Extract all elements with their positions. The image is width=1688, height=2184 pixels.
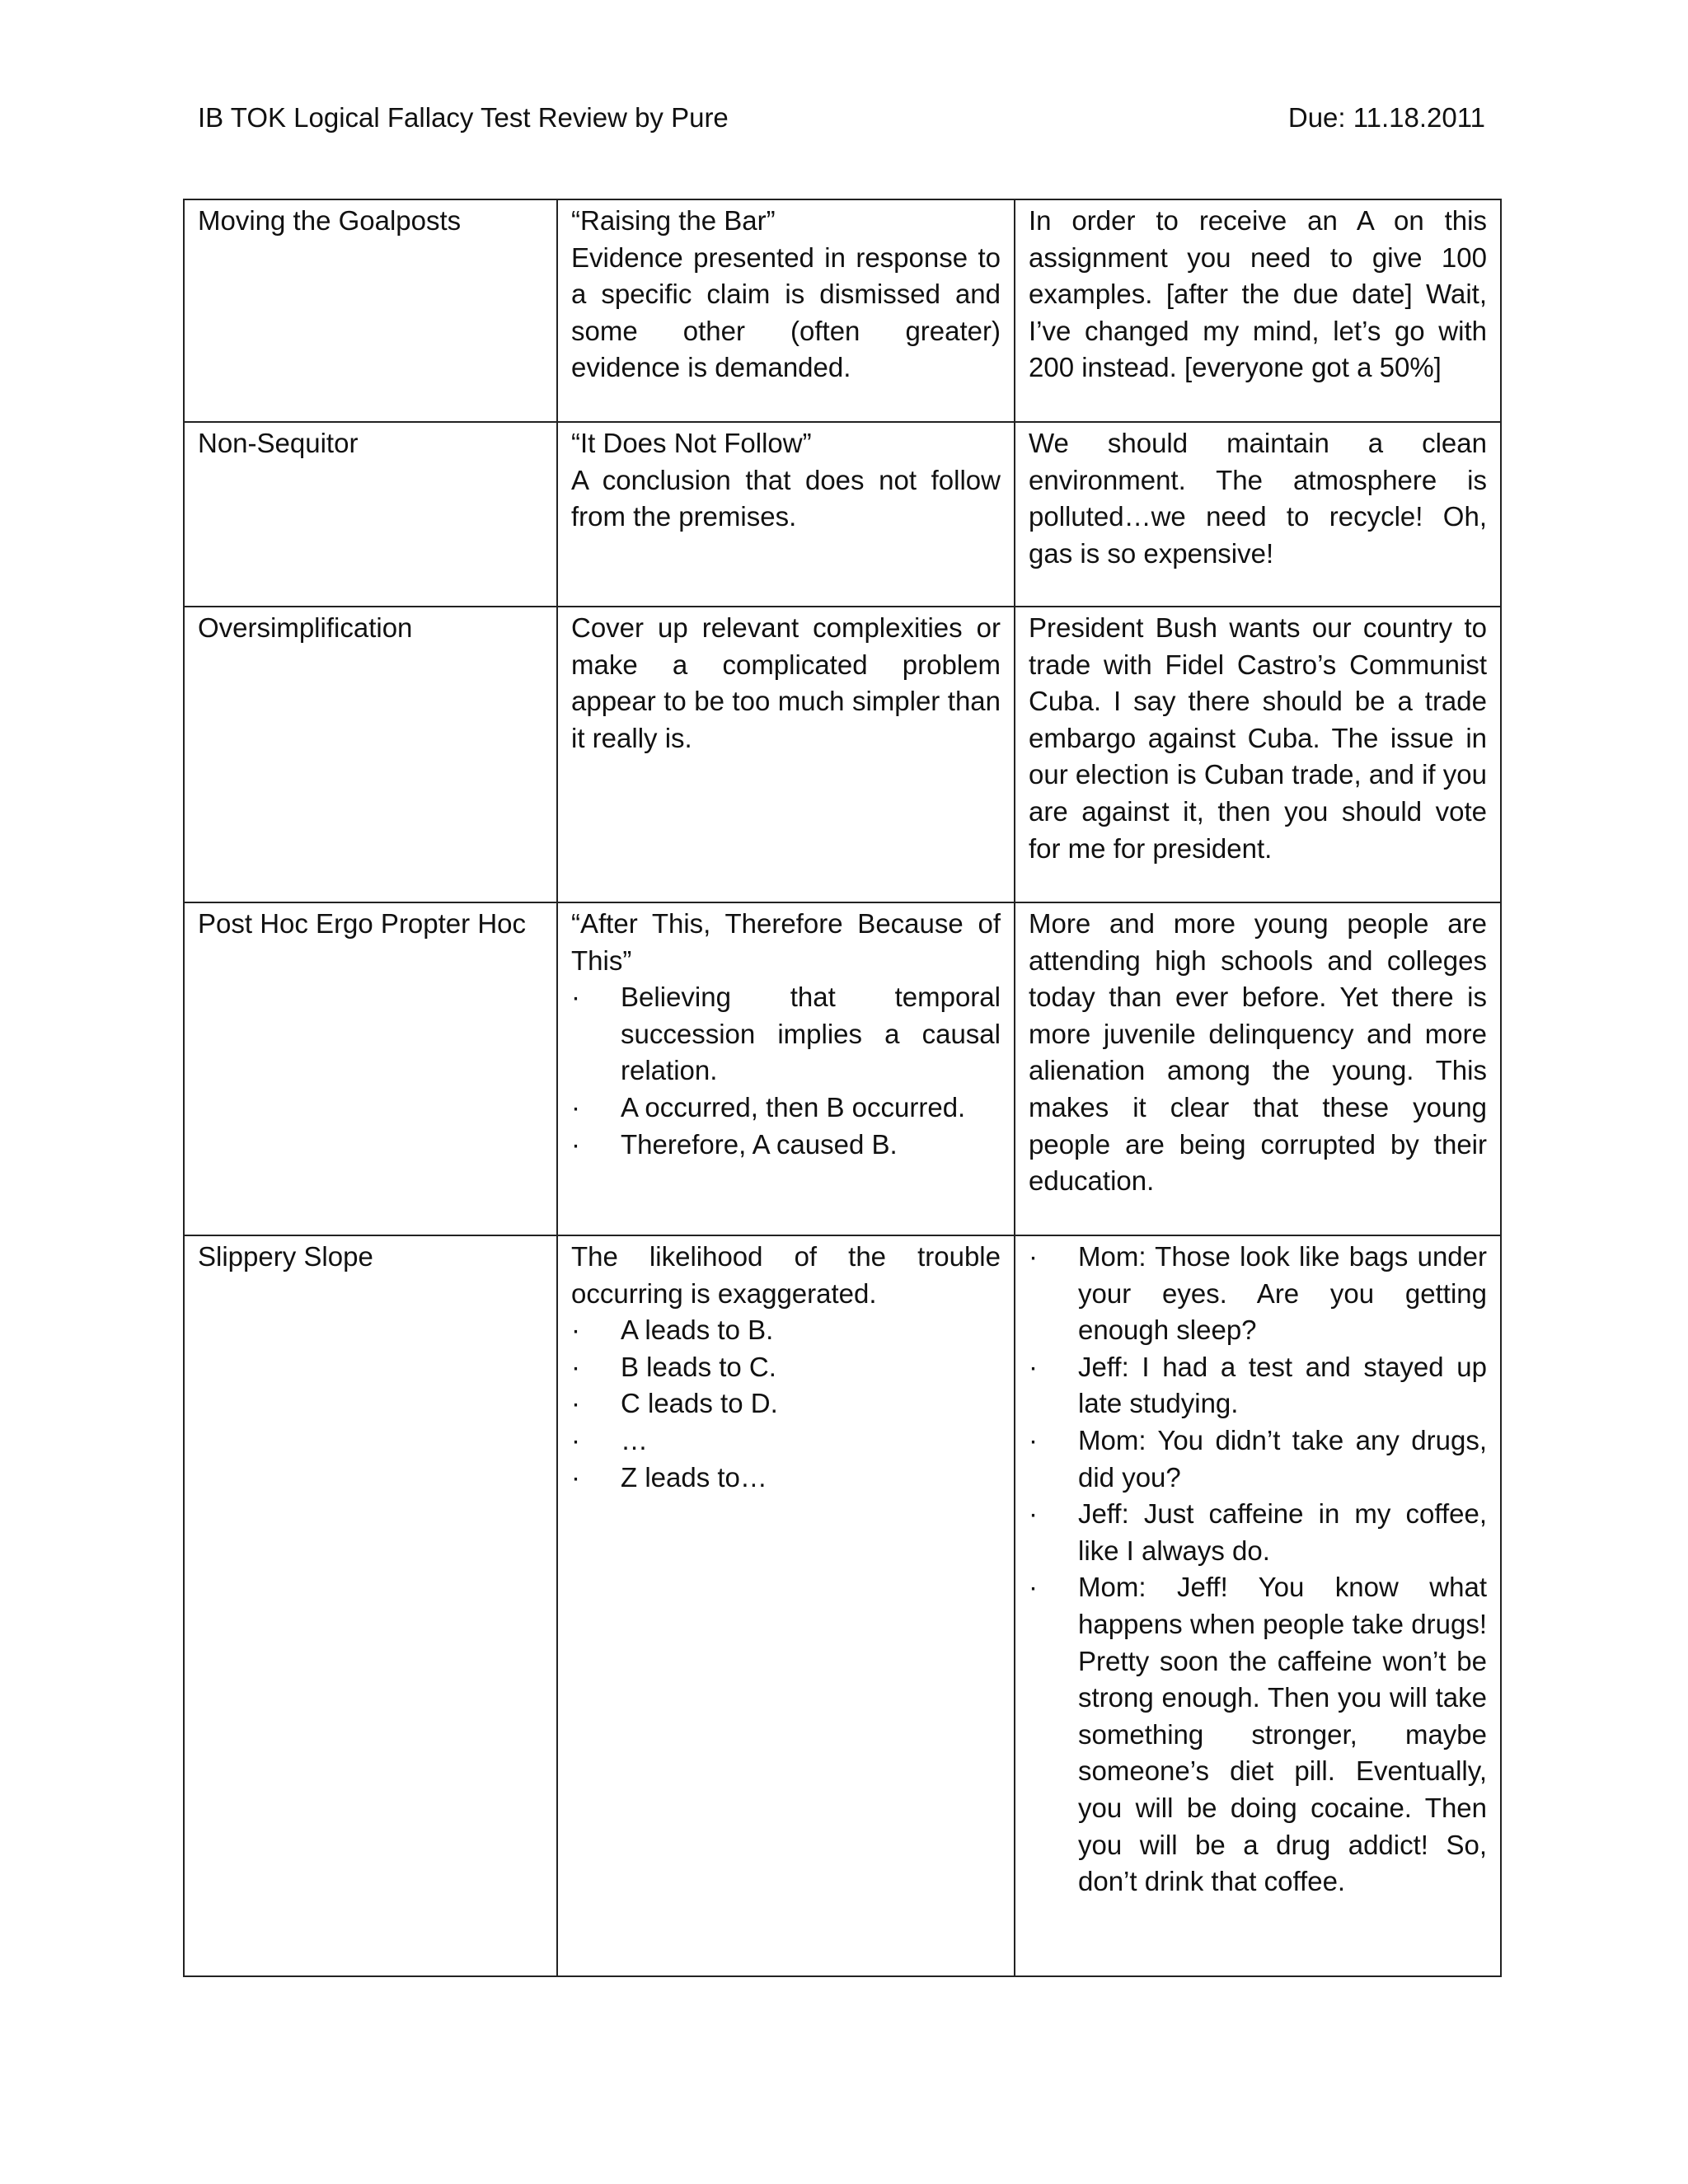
list-item [1029,1349,1487,1422]
list-item-text: A occurred, then B occurred. [621,1091,966,1122]
list-item [1029,1422,1487,1496]
list-item-text: Believing that temporal succession implies a causal relation. [621,982,1001,1086]
fallacy-name: Post Hoc Ergo Propter Hoc [198,908,526,939]
table-row [184,1235,1501,1976]
list-item [571,1127,1001,1164]
fallacy-example-cell [1015,199,1501,422]
fallacy-example-cell [1015,607,1501,902]
definition-bullet-list [571,1312,1001,1496]
bullet-icon: · [571,1461,580,1493]
fallacy-name-cell [184,422,557,607]
list-item [571,1090,1001,1127]
fallacy-definition: Evidence presented in response to a specific claim is dismissed and some other (often greater) evidence is demanded. [571,241,1001,383]
fallacy-name-cell [184,1235,557,1976]
fallacy-example-cell [1015,422,1501,607]
list-item-text: Jeff: Just caffeine in my coffee, like I always do. [1078,1498,1487,1566]
bullet-icon: · [1029,1424,1038,1455]
fallacy-alias: “After This, Therefore Because of This” [571,908,1001,976]
list-item-text: Mom: Jeff! You know what happens when people take drugs! Pretty soon the caffeine won’t be strong enough. Then you will take something stronger, maybe someone’s diet pill. Eventually, you will be doing cocaine. Then you will be a drug addict! So, don’t drink that coffee. [1078,1572,1487,1897]
table-row [184,902,1501,1235]
bullet-icon: · [1029,1241,1038,1272]
bullet-icon: · [571,1315,580,1346]
fallacy-name-cell [184,902,557,1235]
list-item [571,979,1001,1090]
fallacy-example-cell [1015,902,1501,1235]
fallacy-name: Slippery Slope [198,1241,373,1272]
bullet-icon: · [571,1424,580,1455]
fallacy-definition: The likelihood of the trouble occurring is exaggerated. [571,1241,1001,1309]
fallacy-example-cell [1015,1235,1501,1976]
fallacy-name: Oversimplification [198,612,413,643]
bullet-icon: · [1029,1351,1038,1382]
list-item-text: Jeff: I had a test and stayed up late studying. [1078,1351,1487,1419]
fallacy-alias: “Raising the Bar” [571,205,776,236]
table-row [184,199,1501,422]
fallacy-example: We should maintain a clean environment. The atmosphere is polluted…we need to recycle! Oh, gas is so expensive! [1029,428,1487,569]
page-header [198,97,1485,138]
list-item [1029,1496,1487,1569]
bullet-icon: · [571,1128,580,1160]
list-item [571,1312,1001,1349]
list-item-text: C leads to D. [621,1388,778,1419]
fallacy-definition: Cover up relevant complexities or make a complicated problem appear to be too much simpler than it really is. [571,612,1001,753]
list-item [571,1385,1001,1422]
fallacy-definition-cell [557,422,1015,607]
list-item [571,1349,1001,1386]
fallacy-example: President Bush wants our country to trade with Fidel Castro’s Communist Cuba. I say there should be a trade embargo against Cuba. The issue in our election is Cuban trade, and if you are against it, then you should vote for me for president. [1029,612,1487,864]
list-item-text: B leads to C. [621,1351,776,1382]
fallacy-name: Moving the Goalposts [198,205,462,236]
list-item [571,1460,1001,1497]
example-dialogue-list [1029,1239,1487,1900]
fallacy-definition-cell [557,1235,1015,1976]
list-item [1029,1569,1487,1900]
list-item-text: Therefore, A caused B. [621,1128,898,1160]
table-row [184,422,1501,607]
list-item [571,1422,1001,1460]
fallacy-table [183,199,1502,1977]
bullet-icon: · [1029,1498,1038,1530]
bullet-icon: · [1029,1572,1038,1603]
bullet-icon: · [571,1351,580,1382]
list-item-text: Mom: You didn’t take any drugs, did you? [1078,1424,1487,1493]
document-title: IB TOK Logical Fallacy Test Review by Pure [198,102,729,133]
table-row [184,607,1501,902]
fallacy-definition-cell [557,902,1015,1235]
fallacy-name-cell [184,607,557,902]
list-item [1029,1239,1487,1349]
fallacy-example: More and more young people are attending high schools and colleges today than ever before. Yet there is more juvenile delinquency and more alienation among the young. This makes it clear that these young people are being corrupted by their education. [1029,908,1487,1197]
fallacy-definition-cell [557,607,1015,902]
list-item-text: … [621,1424,648,1455]
fallacy-definition-cell [557,199,1015,422]
bullet-icon: · [571,1388,580,1419]
list-item-text: Z leads to… [621,1461,767,1493]
list-item-text: A leads to B. [621,1315,774,1346]
definition-bullet-list [571,979,1001,1163]
bullet-icon: · [571,982,580,1013]
fallacy-alias: “It Does Not Follow” [571,428,812,458]
fallacy-name: Non-Sequitor [198,428,359,458]
due-date: Due: 11.18.2011 [1287,102,1485,133]
fallacy-name-cell [184,199,557,422]
fallacy-example: In order to receive an A on this assignment you need to give 100 examples. [after the due date] Wait, I’ve changed my mind, let’s go with 200 instead. [everyone got a 50%] [1029,205,1487,383]
list-item-text: Mom: Those look like bags under your eyes. Are you getting enough sleep? [1078,1241,1487,1346]
bullet-icon: · [571,1091,580,1122]
fallacy-definition: A conclusion that does not follow from the premises. [571,464,1001,532]
